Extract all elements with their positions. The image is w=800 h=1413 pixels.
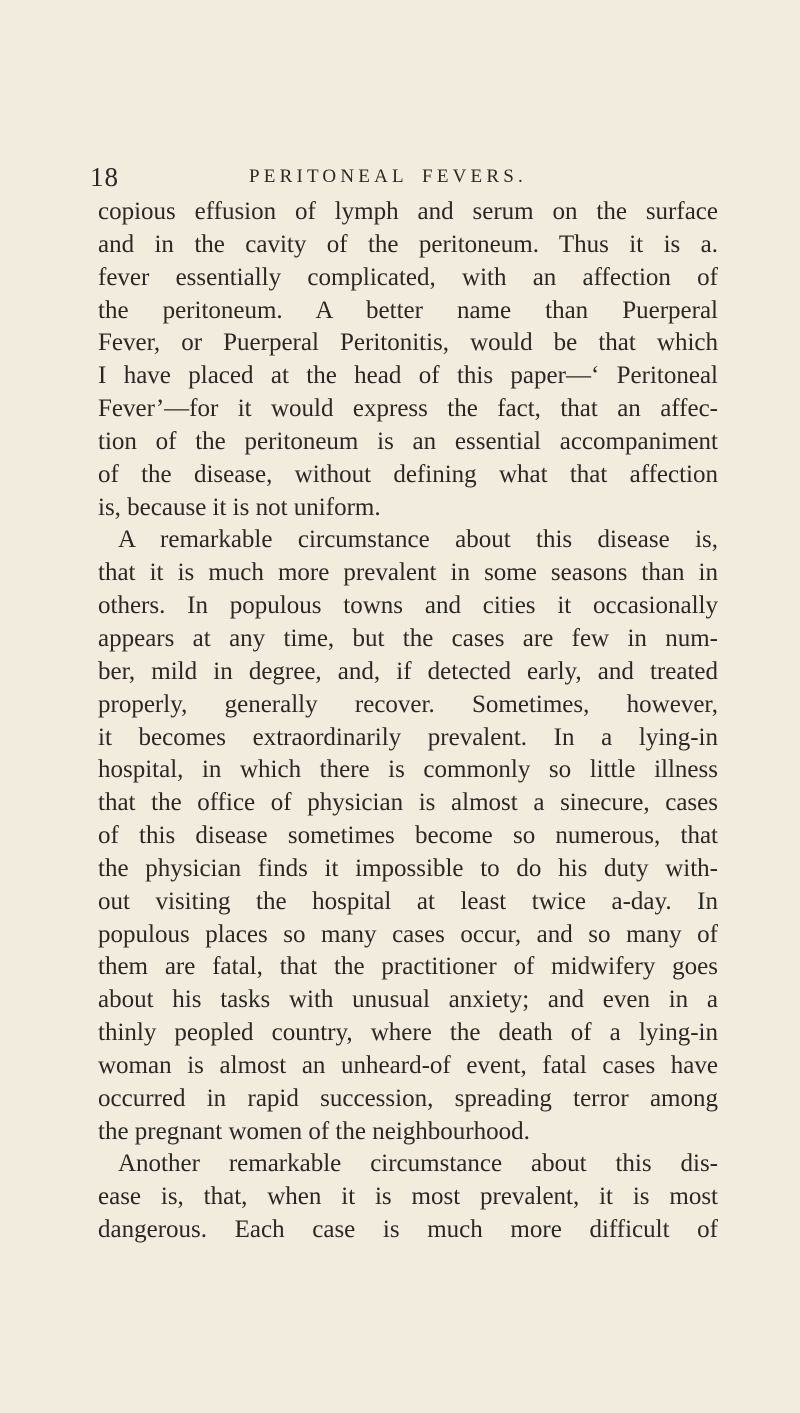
text-line: the pregnant women of the neighbourhood. — [98, 1117, 530, 1145]
text-line: the physician finds it impossible to do his duty with- — [98, 854, 718, 882]
text-line: woman is almost an unheard-of event, fatal cases have — [98, 1051, 718, 1079]
text-line: Fever, or Puerperal Peritonitis, would be that which — [98, 329, 718, 357]
text-line: copious effusion of lymph and serum on the surface — [98, 198, 718, 225]
text-line: that it is much more prevalent in some seasons than in — [98, 559, 718, 587]
text-line: ber, mild in degree, and, if detected early, and treated — [98, 657, 718, 685]
text-line: hospital, in which there is commonly so little illness — [98, 756, 718, 784]
body-text — [98, 196, 718, 1247]
text-line: them are fatal, that the practitioner of midwifery goes — [98, 953, 718, 981]
page-number: 18 — [90, 162, 119, 192]
text-line: is, because it is not uniform. — [98, 493, 381, 521]
text-line: Fever’—for it would express the fact, that an affec- — [98, 395, 718, 423]
text-line: and in the cavity of the peritoneum. Thus it is a. — [98, 230, 718, 258]
text-line: I have placed at the head of this paper—‘ Peritoneal — [98, 362, 718, 390]
text-line: the peritoneum. A better name than Puerperal — [98, 296, 718, 324]
text-line: Another remarkable circumstance about this dis- — [118, 1150, 718, 1178]
text-line: properly, generally recover. Sometimes, however, — [98, 690, 718, 718]
text-line: it becomes extraordinarily prevalent. In a lying-in — [98, 723, 718, 751]
text-line: of the disease, without defining what that affection — [98, 460, 718, 488]
text-line: A remarkable circumstance about this disease is, — [118, 526, 718, 554]
page-header — [90, 162, 710, 192]
running-title: PERITONEAL FEVERS. — [249, 166, 527, 187]
text-line: tion of the peritoneum is an essential accompaniment — [98, 427, 718, 455]
text-line: dangerous. Each case is much more difficult of — [98, 1216, 718, 1244]
text-line: appears at any time, but the cases are few in num- — [98, 624, 718, 652]
text-line: others. In populous towns and cities it occasionally — [98, 592, 718, 620]
text-line: occurred in rapid succession, spreading terror among — [98, 1084, 718, 1112]
text-line: populous places so many cases occur, and so many of — [98, 920, 718, 948]
text-line: out visiting the hospital at least twice a-day. In — [98, 887, 718, 915]
text-line: of this disease sometimes become so numerous, that — [98, 822, 718, 850]
text-line: ease is, that, when it is most prevalent, it is most — [98, 1183, 718, 1211]
text-line: thinly peopled country, where the death of a lying-in — [98, 1019, 718, 1047]
text-line: fever essentially complicated, with an affection of — [98, 263, 718, 291]
text-line: about his tasks with unusual anxiety; and even in a — [98, 986, 718, 1014]
text-line: that the office of physician is almost a sinecure, cases — [98, 789, 718, 817]
